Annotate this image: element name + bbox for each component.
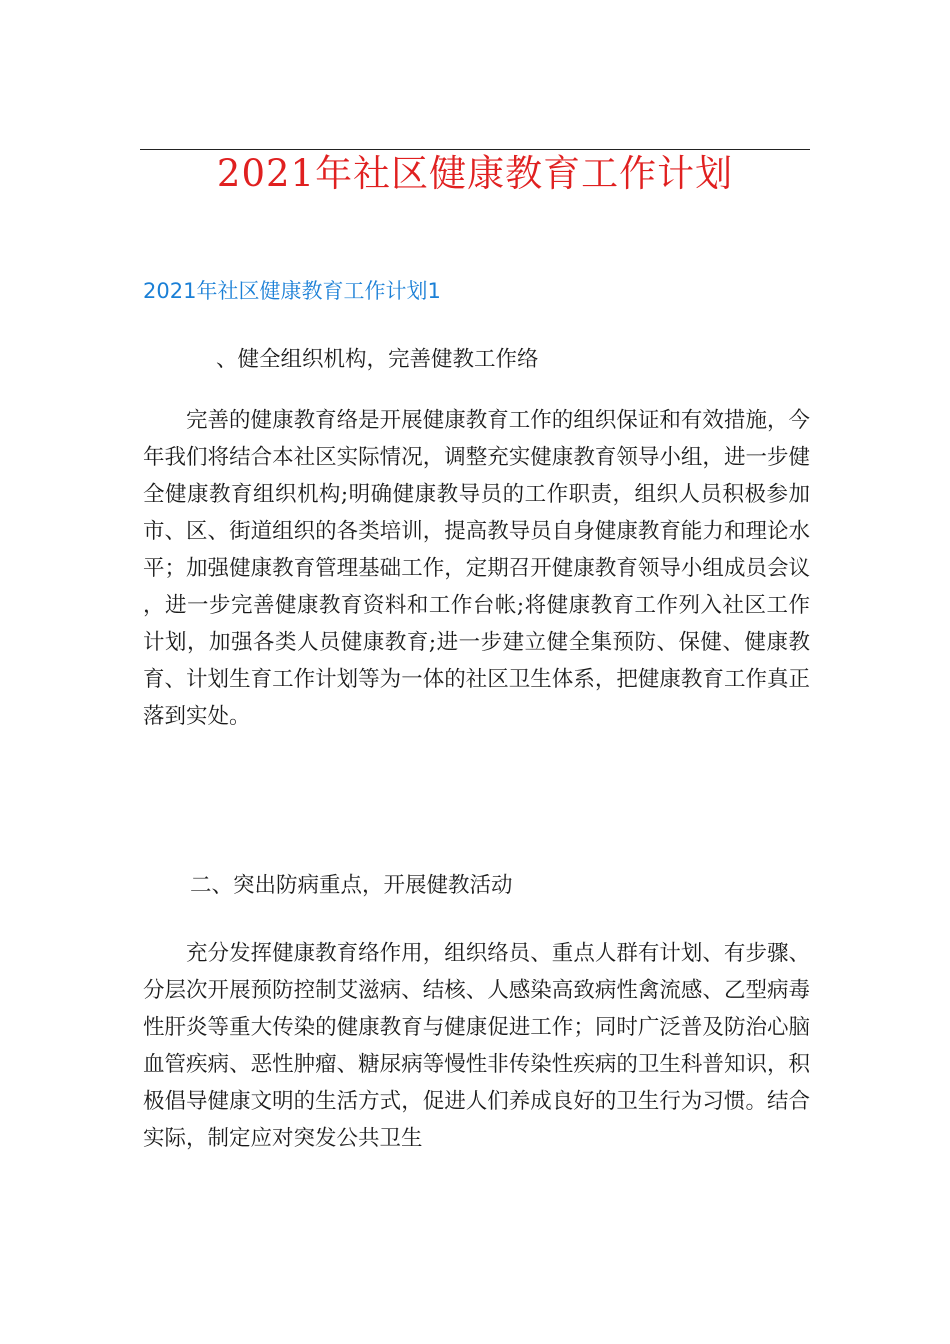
item1-paragraph-block [143,402,810,735]
item1-paragraph: 完善的健康教育络是开展健康教育工作的组织保证和有效措施，今年我们将结合本社区实际情况，调整充实健康教育领导小组，进一步健全健康教育组织机构;明确健康教导员的工作职责，组织人员积极参加市、区、街道组织的各类培训，提高教导员自身健康教育能力和理论水平；加强健康教育管理基础工作，定期召开健康教育领导小组成员会议，进一步完善健康教育资料和工作台帐;将健康教育工作列入社区工作计划，加强各类人员健康教育;进一步建立健全集预防、保健、健康教育、计划生育工作计划等为一体的社区卫生体系，把健康教育工作真正落到实处。 [143,408,810,729]
item2-paragraph-block [143,935,810,1157]
item2-heading: 二、突出防病重点，开展健教活动 [190,873,513,898]
item2-paragraph: 充分发挥健康教育络作用，组织络员、重点人群有计划、有步骤、分层次开展预防控制艾滋病、结核、人感染高致病性禽流感、乙型病毒性肝炎等重大传染的健康教育与健康促进工作；同时广泛普及防治心脑血管疾病、恶性肿瘤、糖尿病等慢性非传染性疾病的卫生科普知识，积极倡导健康文明的生活方式，促进人们养成良好的卫生行为习惯。结合实际，制定应对突发公共卫生 [143,941,810,1151]
item1-heading: 、健全组织机构，完善健教工作络 [216,347,539,372]
document-title: 2021年社区健康教育工作计划 [216,152,734,195]
section-heading: 2021年社区健康教育工作计划1 [143,279,441,303]
